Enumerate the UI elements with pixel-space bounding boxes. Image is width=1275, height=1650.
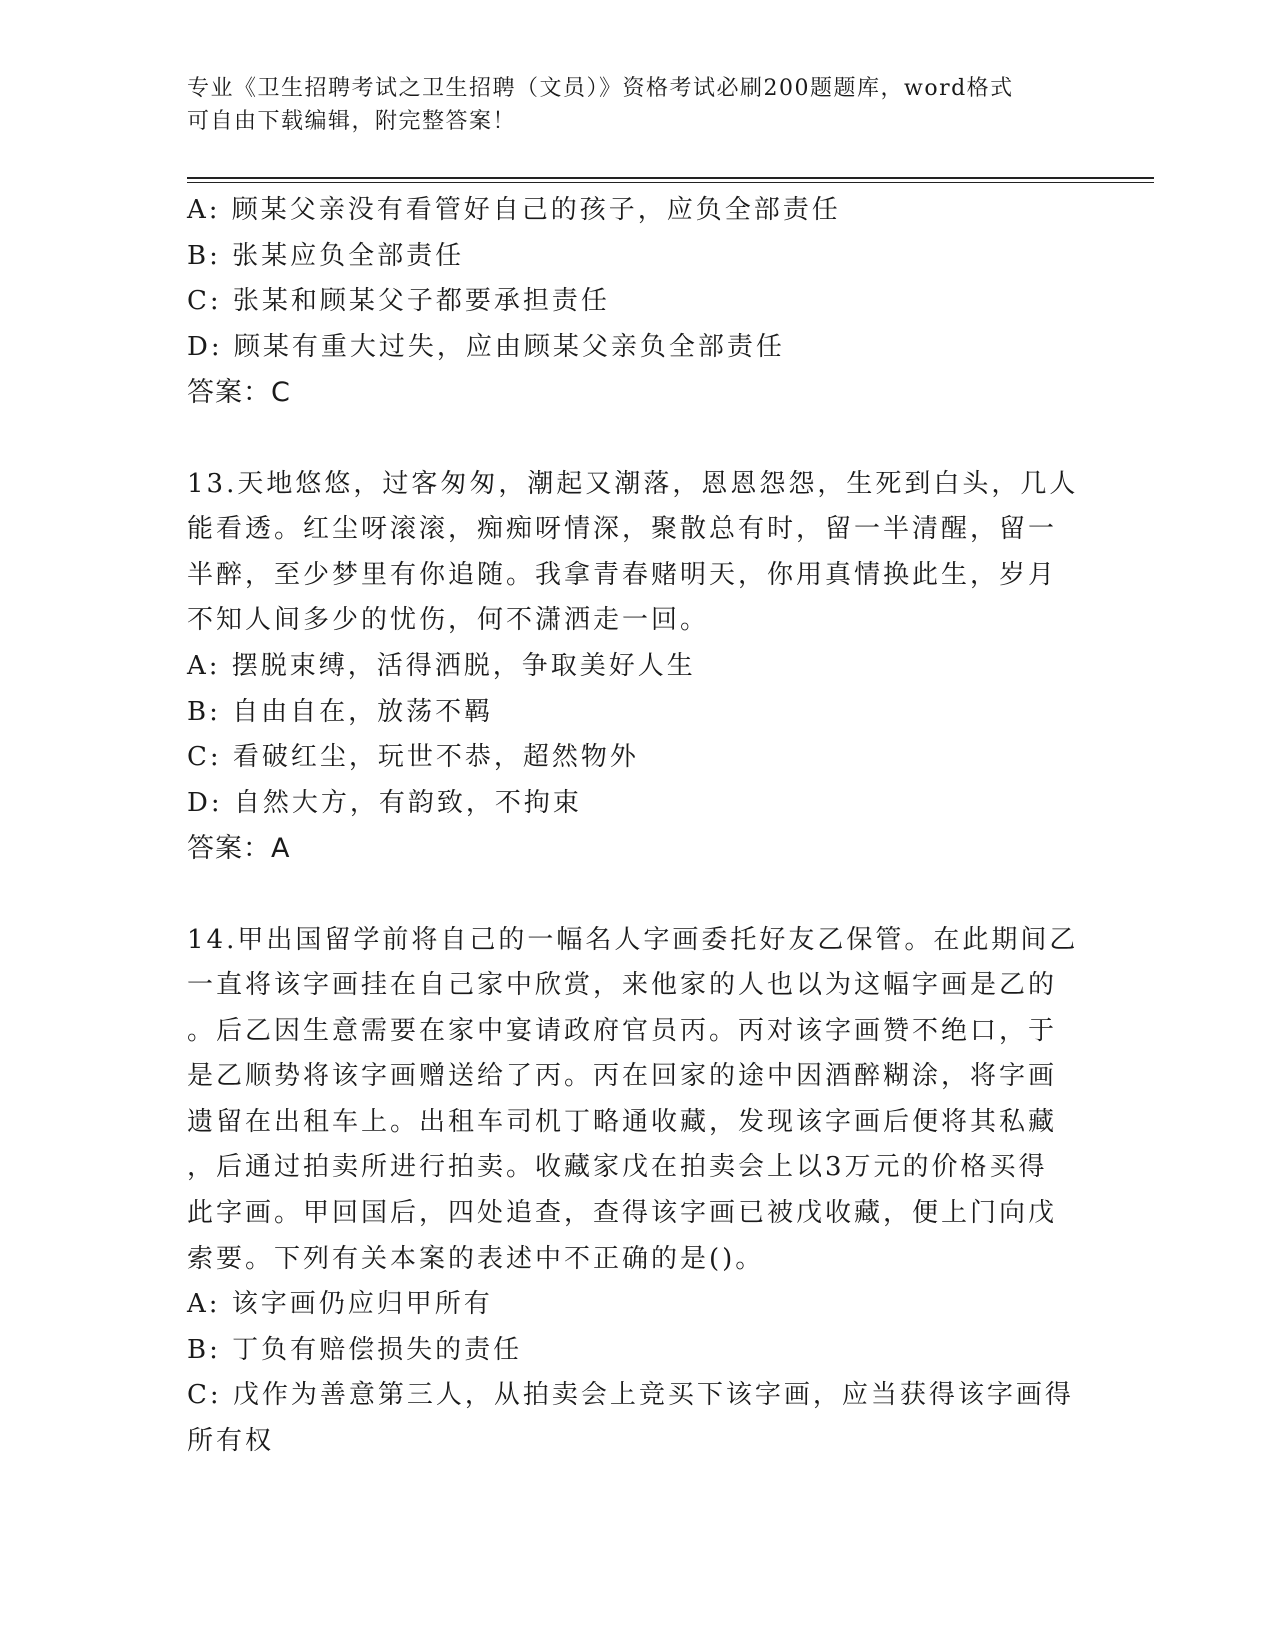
option-d: D: 顾某有重大过失，应由顾某父亲负全部责任 — [187, 331, 785, 362]
answer-line: 答案：A — [187, 833, 291, 865]
option-b: B: 丁负有赔偿损失的责任 — [187, 1334, 523, 1365]
option-c: C: 戊作为善意第三人，从拍卖会上竞买下该字画，应当获得该字画得 — [187, 1380, 1074, 1411]
question-stem-line: 14.甲出国留学前将自己的一幅名人字画委托好友乙保管。在此期间乙 — [187, 924, 1079, 955]
document-header — [187, 72, 1067, 138]
option-b: B: 自由自在，放荡不羁 — [187, 696, 494, 727]
question-stem-line: 一直将该字画挂在自己家中欣赏，来他家的人也以为这幅字画是乙的 — [187, 970, 1058, 1001]
option-b: B: 张某应负全部责任 — [187, 240, 465, 271]
question-stem-line: 13.天地悠悠，过客匆匆，潮起又潮落，恩恩怨怨，生死到白头，几人 — [187, 468, 1079, 499]
option-a: A: 该字画仍应归甲所有 — [187, 1289, 493, 1320]
option-d: D: 自然大方，有韵致，不拘束 — [187, 787, 582, 818]
question-stem-line: 半醉，至少梦里有你追随。我拿青春赌明天，你用真情换此生，岁月 — [187, 559, 1058, 590]
question-stem-line: 索要。下列有关本案的表述中不正确的是()。 — [187, 1243, 765, 1274]
question-stem-line: 。后乙因生意需要在家中宴请政府官员丙。丙对该字画赞不绝口，于 — [187, 1015, 1058, 1046]
question-stem-line: 遗留在出租车上。出租车司机丁略通收藏，发现该字画后便将其私藏 — [187, 1106, 1058, 1137]
option-a: A: 顾某父亲没有看管好自己的孩子，应负全部责任 — [187, 195, 841, 225]
header-divider-thick — [187, 177, 1154, 179]
question-13 — [187, 462, 1077, 872]
header-divider-thin — [187, 182, 1154, 183]
question-stem-line: 此字画。甲回国后，四处追查，查得该字画已被戊收藏，便上门向戊 — [187, 1198, 1058, 1229]
header-line-1: 专业《卫生招聘考试之卫生招聘（文员）》资格考试必刷200题题库，word格式 — [187, 76, 1014, 101]
question-stem-line: 是乙顺势将该字画赠送给了丙。丙在回家的途中因酒醉糊涂，将字画 — [187, 1061, 1058, 1092]
question-stem-line: ，后通过拍卖所进行拍卖。收藏家戊在拍卖会上以3万元的价格买得 — [187, 1152, 1048, 1183]
option-c-continued: 所有权 — [187, 1426, 275, 1457]
spacer — [187, 872, 1077, 918]
option-c: C: 张某和顾某父子都要承担责任 — [187, 286, 610, 317]
previous-question — [187, 188, 1077, 416]
option-c: C: 看破红尘，玩世不恭，超然物外 — [187, 742, 639, 773]
document-body — [187, 188, 1077, 1465]
question-14 — [187, 918, 1077, 1465]
header-line-2: 可自由下载编辑，附完整答案！ — [187, 109, 517, 134]
question-stem-line: 不知人间多少的忧伤，何不潇洒走一回。 — [187, 605, 710, 636]
spacer — [187, 416, 1077, 462]
answer-line: 答案：C — [187, 377, 291, 409]
option-a: A: 摆脱束缚，活得洒脱，争取美好人生 — [187, 650, 696, 681]
question-stem-line: 能看透。红尘呀滚滚，痴痴呀情深，聚散总有时，留一半清醒，留一 — [187, 514, 1058, 545]
